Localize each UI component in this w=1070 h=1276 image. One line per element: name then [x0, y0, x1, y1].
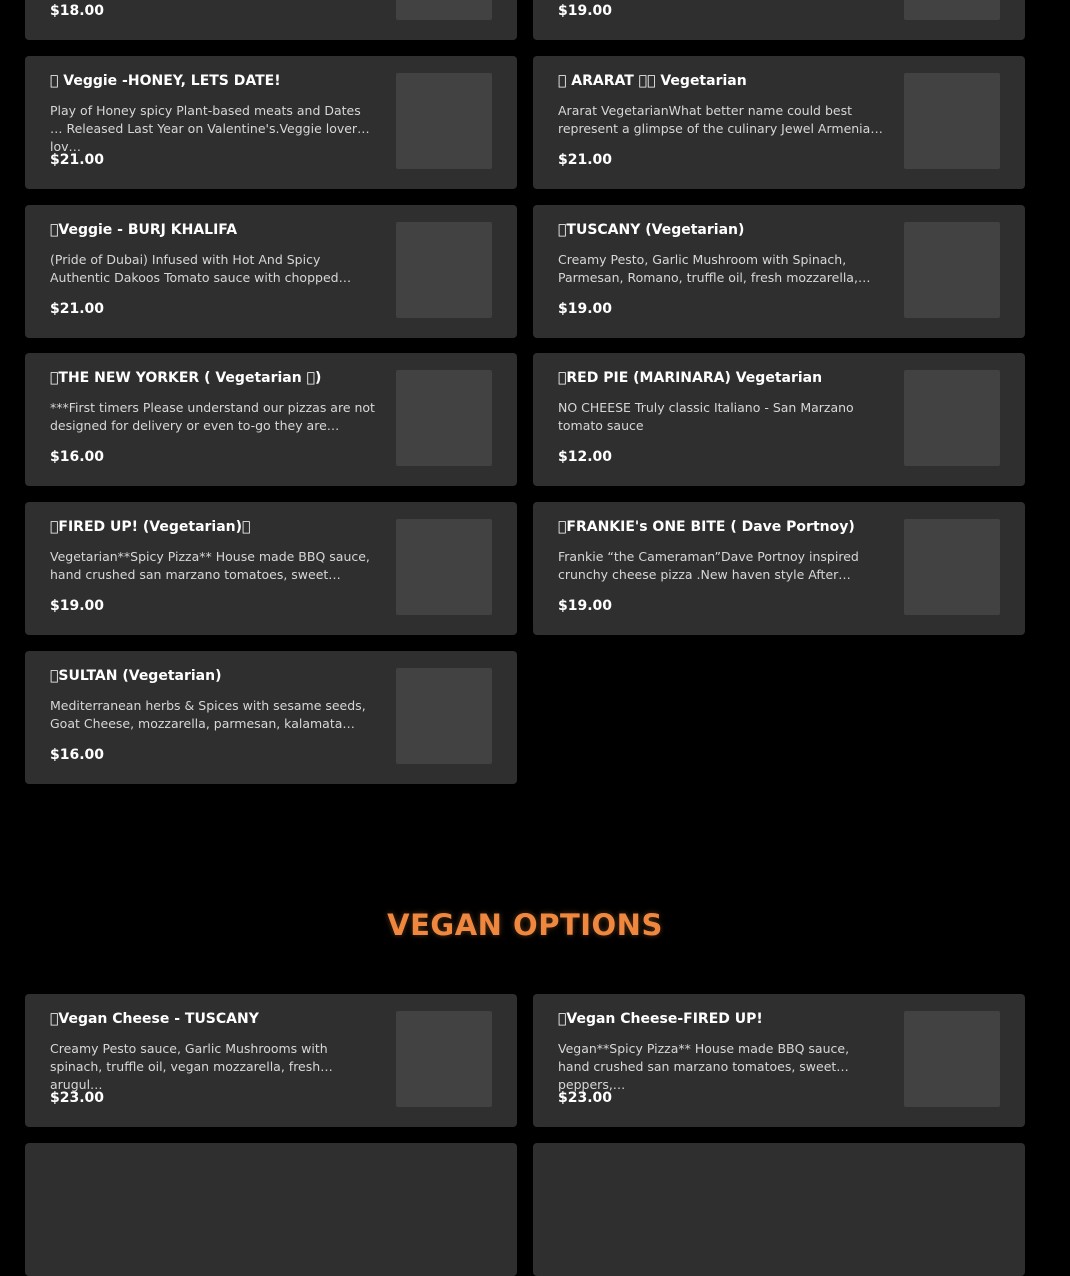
item-image [396, 370, 492, 466]
item-image [396, 222, 492, 318]
item-price: $19.00 [558, 3, 613, 19]
item-price: $19.00 [558, 598, 613, 614]
item-price: $23.00 [558, 1090, 613, 1106]
menu-item-card[interactable] [533, 502, 1025, 635]
menu-item-card[interactable] [25, 0, 517, 40]
item-description: ***First timers Please understand our pizzas are not designed for delivery or even to-go they are… [50, 400, 375, 433]
item-image [904, 73, 1000, 169]
menu-item-card[interactable] [533, 56, 1025, 189]
item-price: $21.00 [50, 301, 105, 317]
item-price: $19.00 [50, 598, 105, 614]
item-name: 􏰀Vegan Cheese - TUSCANY [50, 1011, 259, 1027]
item-name: 􏰀 ARARAT 􏰀􏰀 Vegetarian [558, 73, 747, 89]
item-name: 􏰀Veggie - BURJ KHALIFA [50, 222, 238, 238]
item-description: NO CHEESE Truly classic Italiano - San Marzano tomato sauce [558, 400, 854, 433]
item-description: (Pride of Dubai) Infused with Hot And Spicy Authentic Dakoos Tomato sauce with chopped… [50, 252, 352, 285]
item-description: Creamy Pesto sauce, Garlic Mushrooms with spinach, truffle oil, vegan mozzarella, fresh arugul… [50, 1041, 328, 1092]
item-price: $19.00 [558, 301, 613, 317]
item-price: $16.00 [50, 747, 105, 763]
item-price: $18.00 [50, 3, 105, 19]
item-image [396, 1011, 492, 1107]
menu-item-card[interactable] [25, 56, 517, 189]
item-image [396, 668, 492, 764]
item-image [904, 370, 1000, 466]
item-description: Play of Honey spicy Plant-based meats and Dates … Released Last Year on Valentine's.Veggie lovers lov… [50, 103, 364, 154]
item-price: $16.00 [50, 449, 105, 465]
menu-item-card[interactable] [533, 353, 1025, 486]
item-image [904, 519, 1000, 615]
item-description: Mediterranean herbs & Spices with sesame seeds, Goat Cheese, mozzarella, parmesan, kalamata… [50, 698, 366, 731]
item-description: Vegetarian**Spicy Pizza** House made BBQ sauce, hand crushed san marzano tomatoes, sweet… [50, 549, 370, 582]
menu-item-card[interactable] [25, 205, 517, 338]
item-image [904, 222, 1000, 318]
item-description: Vegan**Spicy Pizza** House made BBQ sauce, hand crushed san marzano tomatoes, sweet peppers,… [558, 1041, 850, 1092]
item-name: 􏰀SULTAN (Vegetarian) [50, 668, 222, 684]
item-name: 􏰀RED PIE (MARINARA) Vegetarian [558, 370, 823, 386]
item-description: Creamy Pesto, Garlic Mushroom with Spinach, Parmesan, Romano, truffle oil, fresh mozzarella,… [558, 252, 871, 285]
section-title-vegan: VEGAN OPTIONS [387, 908, 663, 942]
menu-item-card[interactable] [533, 0, 1025, 40]
menu-item-card[interactable] [25, 353, 517, 486]
menu-item-card[interactable] [25, 994, 517, 1127]
item-name: 􏰀TUSCANY (Vegetarian) [558, 222, 745, 238]
item-name: 􏰀 Veggie -HONEY, LETS DATE! [50, 73, 281, 89]
item-image [396, 0, 492, 20]
item-price: $21.00 [558, 152, 613, 168]
item-name: 􏰀THE NEW YORKER ( Vegetarian 􏰀) [50, 370, 322, 386]
menu-item-card[interactable] [25, 651, 517, 784]
item-image [396, 519, 492, 615]
menu-item-card[interactable] [533, 1143, 1025, 1276]
item-image [396, 73, 492, 169]
item-image [904, 1011, 1000, 1107]
item-name: 􏰀FIRED UP! (Vegetarian)􏰀 [50, 519, 251, 535]
item-price: $12.00 [558, 449, 613, 465]
item-image [904, 0, 1000, 20]
item-name: 􏰀FRANKIE's ONE BITE ( Dave Portnoy) [558, 519, 855, 535]
item-description: Ararat VegetarianWhat better name could best represent a glimpse of the culinary Jewel Armenia… [558, 103, 883, 136]
item-price: $21.00 [50, 152, 105, 168]
item-description: Frankie “the Cameraman”Dave Portnoy inspired crunchy cheese pizza .New haven style After… [558, 549, 859, 582]
item-name: 􏰀Vegan Cheese-FIRED UP! [558, 1011, 763, 1027]
item-price: $23.00 [50, 1090, 105, 1106]
menu-item-card[interactable] [25, 1143, 517, 1276]
menu-item-card[interactable] [533, 205, 1025, 338]
menu-item-card[interactable] [533, 994, 1025, 1127]
menu-item-card[interactable] [25, 502, 517, 635]
